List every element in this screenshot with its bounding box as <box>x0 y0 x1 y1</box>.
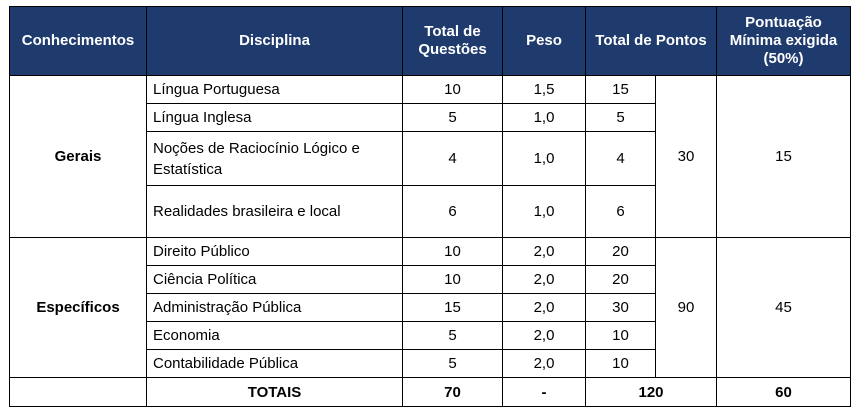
peso-cell: 2,0 <box>503 238 586 266</box>
totals-label: TOTAIS <box>147 378 403 407</box>
questoes-cell: 5 <box>403 350 503 378</box>
header-total-questoes <box>403 7 503 76</box>
especificos-total-pontos: 90 <box>656 238 717 378</box>
disciplina-line1: Noções de Raciocínio Lógico e <box>153 139 360 157</box>
disciplina-cell <box>147 132 403 186</box>
peso-cell: 2,0 <box>503 266 586 294</box>
pontos-cell: 5 <box>586 104 656 132</box>
pontos-cell: 10 <box>586 350 656 378</box>
header-disciplina: Disciplina <box>147 7 403 76</box>
header-conhecimentos: Conhecimentos <box>10 7 147 76</box>
header-total-pontos: Total de Pontos <box>586 7 717 76</box>
pontos-cell: 20 <box>586 266 656 294</box>
peso-cell: 1,0 <box>503 132 586 186</box>
group-especificos: Específicos <box>10 238 147 378</box>
header-peso: Peso <box>503 7 586 76</box>
peso-cell: 1,0 <box>503 186 586 238</box>
pontos-cell: 10 <box>586 322 656 350</box>
questoes-cell: 10 <box>403 238 503 266</box>
disciplina-cell: Realidades brasileira e local <box>147 186 403 238</box>
totals-pontos: 120 <box>586 378 717 407</box>
totals-pontuacao-minima: 60 <box>717 378 851 407</box>
header-total-questoes-line1: Total de <box>424 23 481 40</box>
peso-cell: 1,5 <box>503 76 586 104</box>
questoes-cell: 5 <box>403 322 503 350</box>
gerais-pontuacao-minima: 15 <box>717 76 851 238</box>
pontos-cell: 20 <box>586 238 656 266</box>
header-pontuacao-minima <box>717 7 851 76</box>
table-row <box>10 76 851 104</box>
disciplina-cell: Administração Pública <box>147 294 403 322</box>
questoes-cell: 6 <box>403 186 503 238</box>
header-pontuacao-line1: Pontuação <box>745 14 822 31</box>
disciplina-cell: Língua Inglesa <box>147 104 403 132</box>
header-pontuacao-line3: (50%) <box>763 50 804 67</box>
totals-row <box>10 378 851 407</box>
peso-cell: 2,0 <box>503 350 586 378</box>
disciplina-cell: Direito Público <box>147 238 403 266</box>
pontos-cell: 15 <box>586 76 656 104</box>
pontos-cell: 6 <box>586 186 656 238</box>
especificos-pontuacao-minima: 45 <box>717 238 851 378</box>
header-pontuacao-line2: Mínima exigida <box>729 32 838 49</box>
disciplina-cell: Língua Portuguesa <box>147 76 403 104</box>
disciplina-cell: Contabilidade Pública <box>147 350 403 378</box>
peso-cell: 2,0 <box>503 294 586 322</box>
totals-empty-cell <box>10 378 147 407</box>
scores-table <box>9 6 851 407</box>
peso-cell: 1,0 <box>503 104 586 132</box>
totals-questoes: 70 <box>403 378 503 407</box>
questoes-cell: 10 <box>403 266 503 294</box>
header-total-questoes-line2: Questões <box>418 41 487 58</box>
table-row <box>10 238 851 266</box>
gerais-total-pontos: 30 <box>656 76 717 238</box>
disciplina-line2: Estatística <box>153 160 223 178</box>
pontos-cell: 4 <box>586 132 656 186</box>
disciplina-cell: Economia <box>147 322 403 350</box>
pontos-cell: 30 <box>586 294 656 322</box>
totals-peso: - <box>503 378 586 407</box>
disciplina-cell: Ciência Política <box>147 266 403 294</box>
questoes-cell: 10 <box>403 76 503 104</box>
questoes-cell: 4 <box>403 132 503 186</box>
group-gerais: Gerais <box>10 76 147 238</box>
header-row <box>10 7 851 76</box>
questoes-cell: 5 <box>403 104 503 132</box>
questoes-cell: 15 <box>403 294 503 322</box>
peso-cell: 2,0 <box>503 322 586 350</box>
